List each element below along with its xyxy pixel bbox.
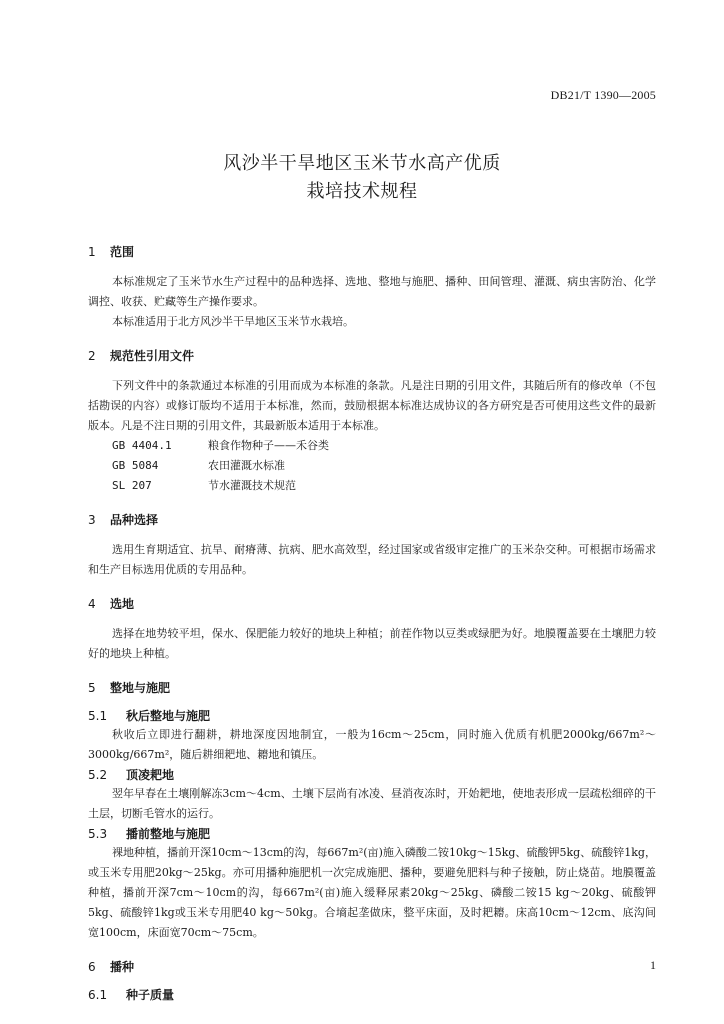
paragraph: 裸地种植，播前开深10cm～13cm的沟，每667m²(亩)施入磷酸二铵10kg～15kg、硫酸钾5kg、硫酸锌1kg，或玉米专用肥20kg～25kg。亦可用播种施肥机一次完成施肥、播种，要避免肥料与种子接触，防止烧苗。地膜覆盖种植，播前开深7cm～10cm的沟，每667m²(亩)施入缓释尿素20kg～25kg、磷酸二铵15 kg～20kg、硫酸钾5kg、硫酸锌1kg或玉米专用肥40 kg～50kg。合墒起垄做床，整平床面，及时耙耱。床高10cm～12cm、底沟间宽100cm，床面宽70cm～75cm。 [88, 846, 656, 939]
subsection-heading-5-2 [88, 767, 656, 783]
section-number: 2 [88, 349, 96, 363]
document-body [88, 236, 656, 1004]
document-title [0, 150, 724, 206]
paragraph: 选用生育期适宜、抗旱、耐瘠薄、抗病、肥水高效型，经过国家或省级审定推广的玉米杂交种。可根据市场需求和生产目标选用优质的专用品种。 [88, 543, 656, 576]
subsection-title: 播前整地与施肥 [126, 827, 211, 841]
section-number: 1 [88, 245, 96, 259]
reference-item [88, 456, 656, 476]
subsection-number: 5.3 [88, 827, 108, 841]
subsection-heading-5-1 [88, 708, 656, 724]
paragraph: 翌年早春在土壤刚解冻3cm～4cm、土壤下层尚有冰凌、昼消夜冻时，开始耙地，使地表形成一层疏松细碎的干土层，切断毛管水的运行。 [88, 787, 656, 820]
subsection-heading-6-1 [88, 987, 656, 1003]
paragraph: 秋收后立即进行翻耕，耕地深度因地制宜，一般为16cm～25cm，同时施入优质有机肥2000kg/667m²～3000kg/667m²，随后耕细耙地、耱地和镇压。 [88, 728, 656, 761]
reference-name: 粮食作物种子——禾谷类 [208, 439, 329, 452]
reference-code: GB 5084 [112, 459, 159, 472]
subsection-title: 顶凌耙地 [126, 768, 175, 782]
paragraph: 选择在地势较平坦，保水、保肥能力较好的地块上种植；前茬作物以豆类或绿肥为好。地膜覆盖要在土壤肥力较好的地块上种植。 [88, 627, 656, 660]
subsection-number: 5.1 [88, 709, 108, 723]
paragraph: 本标准规定了玉米节水生产过程中的品种选择、选地、整地与施肥、播种、田间管理、灌溉、病虫害防治、化学调控、收获、贮藏等生产操作要求。 [88, 275, 656, 308]
reference-item [88, 436, 656, 456]
reference-code: GB 4404.1 [112, 439, 172, 452]
reference-code: SL 207 [112, 479, 152, 492]
title-line-2: 栽培技术规程 [306, 181, 418, 202]
paragraph: 下列文件中的条款通过本标准的引用而成为本标准的条款。凡是注日期的引用文件，其随后所有的修改单（不包括勘误的内容）或修订版均不适用于本标准，然而，鼓励根据本标准达成协议的各方研究是否可使用这些文件的最新版本。凡是不注日期的引用文件，其最新版本适用于本标准。 [88, 379, 656, 432]
page-number: 1 [650, 958, 656, 972]
subsection-number: 6.1 [88, 988, 108, 1002]
section-heading-4 [88, 596, 656, 612]
section-number: 3 [88, 513, 96, 527]
subsection-title: 秋后整地与施肥 [126, 709, 211, 723]
section-title: 整地与施肥 [110, 681, 171, 695]
section-heading-5 [88, 680, 656, 696]
reference-name: 农田灌溉水标准 [208, 459, 285, 472]
section-number: 4 [88, 597, 96, 611]
reference-item [88, 476, 656, 496]
subsection-title: 种子质量 [126, 988, 175, 1002]
section-heading-2 [88, 348, 656, 364]
section-title: 规范性引用文件 [110, 349, 195, 363]
title-line-1: 风沙半干旱地区玉米节水高产优质 [223, 153, 501, 174]
reference-name: 节水灌溉技术规范 [208, 479, 296, 492]
section-number: 5 [88, 681, 96, 695]
paragraph: 本标准适用于北方风沙半干旱地区玉米节水栽培。 [112, 315, 354, 328]
section-title: 品种选择 [110, 513, 159, 527]
standard-code: DB21/T 1390—2005 [550, 88, 656, 102]
section-heading-3 [88, 512, 656, 528]
subsection-number: 5.2 [88, 768, 108, 782]
section-heading-1 [88, 244, 656, 260]
section-number: 6 [88, 960, 96, 974]
section-title: 范围 [110, 245, 135, 259]
section-title: 播种 [110, 960, 135, 974]
subsection-heading-5-3 [88, 826, 656, 842]
section-title: 选地 [110, 597, 135, 611]
section-heading-6 [88, 959, 656, 975]
